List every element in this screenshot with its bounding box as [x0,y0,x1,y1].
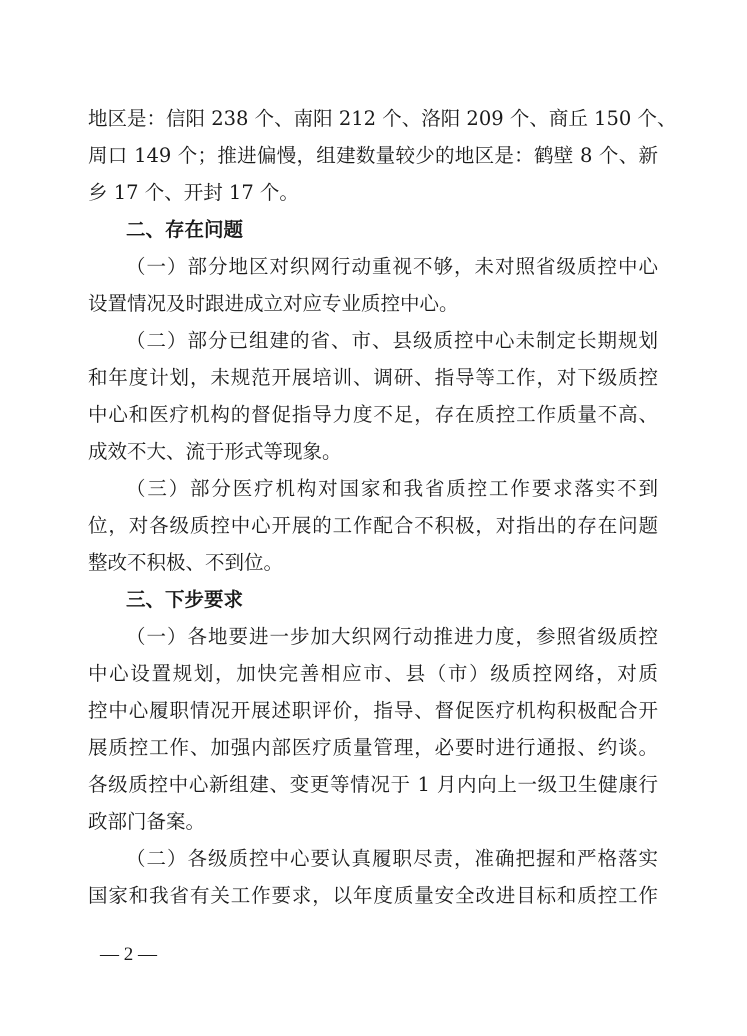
paragraph-line: 中心和医疗机构的督促指导力度不足，存在质控工作质量不高、 [88,403,658,426]
paragraph-line: （二）部分已组建的省、市、县级质控中心未制定长期规划 [126,329,658,352]
section-heading: 三、下步要求 [126,588,244,611]
document-body [88,100,677,914]
paragraph-line: 地区是：信阳 238 个、南阳 212 个、洛阳 209 个、商丘 150 个、 [88,107,677,130]
paragraph-line: （一）各地要进一步加大织网行动推进力度，参照省级质控 [126,625,658,648]
paragraph-line: 设置情况及时跟进成立对应专业质控中心。 [88,292,459,315]
paragraph-line: 整改不积极、不到位。 [88,551,284,574]
paragraph-line: （二）各级质控中心要认真履职尽责，准确把握和严格落实 [126,847,658,870]
paragraph-line: 展质控工作、加强内部医疗质量管理，必要时进行通报、约谈。 [88,736,658,759]
page-number: — 2 — [100,944,157,965]
paragraph-line: 周口 149 个；推进偏慢，组建数量较少的地区是：鹤壁 8 个、新 [88,144,658,167]
paragraph-line: 政部门备案。 [88,810,206,833]
paragraph-line: 乡 17 个、开封 17 个。 [88,181,299,204]
paragraph-line: 各级质控中心新组建、变更等情况于 1 月内向上一级卫生健康行 [88,773,658,796]
paragraph-line: 中心设置规划，加快完善相应市、县（市）级质控网络，对质 [88,662,658,685]
paragraph-line: 位，对各级质控中心开展的工作配合不积极，对指出的存在问题 [88,514,658,537]
paragraph-line: 国家和我省有关工作要求，以年度质量安全改进目标和质控工作 [88,884,658,907]
paragraph-line: （三）部分医疗机构对国家和我省质控工作要求落实不到 [126,477,658,500]
section-heading: 二、存在问题 [126,218,244,241]
paragraph-line: 控中心履职情况开展述职评价，指导、督促医疗机构积极配合开 [88,699,658,722]
paragraph-line: 成效不大、流于形式等现象。 [88,440,342,463]
paragraph-line: 和年度计划，未规范开展培训、调研、指导等工作，对下级质控 [88,366,658,389]
paragraph-line: （一）部分地区对织网行动重视不够，未对照省级质控中心 [126,255,658,278]
